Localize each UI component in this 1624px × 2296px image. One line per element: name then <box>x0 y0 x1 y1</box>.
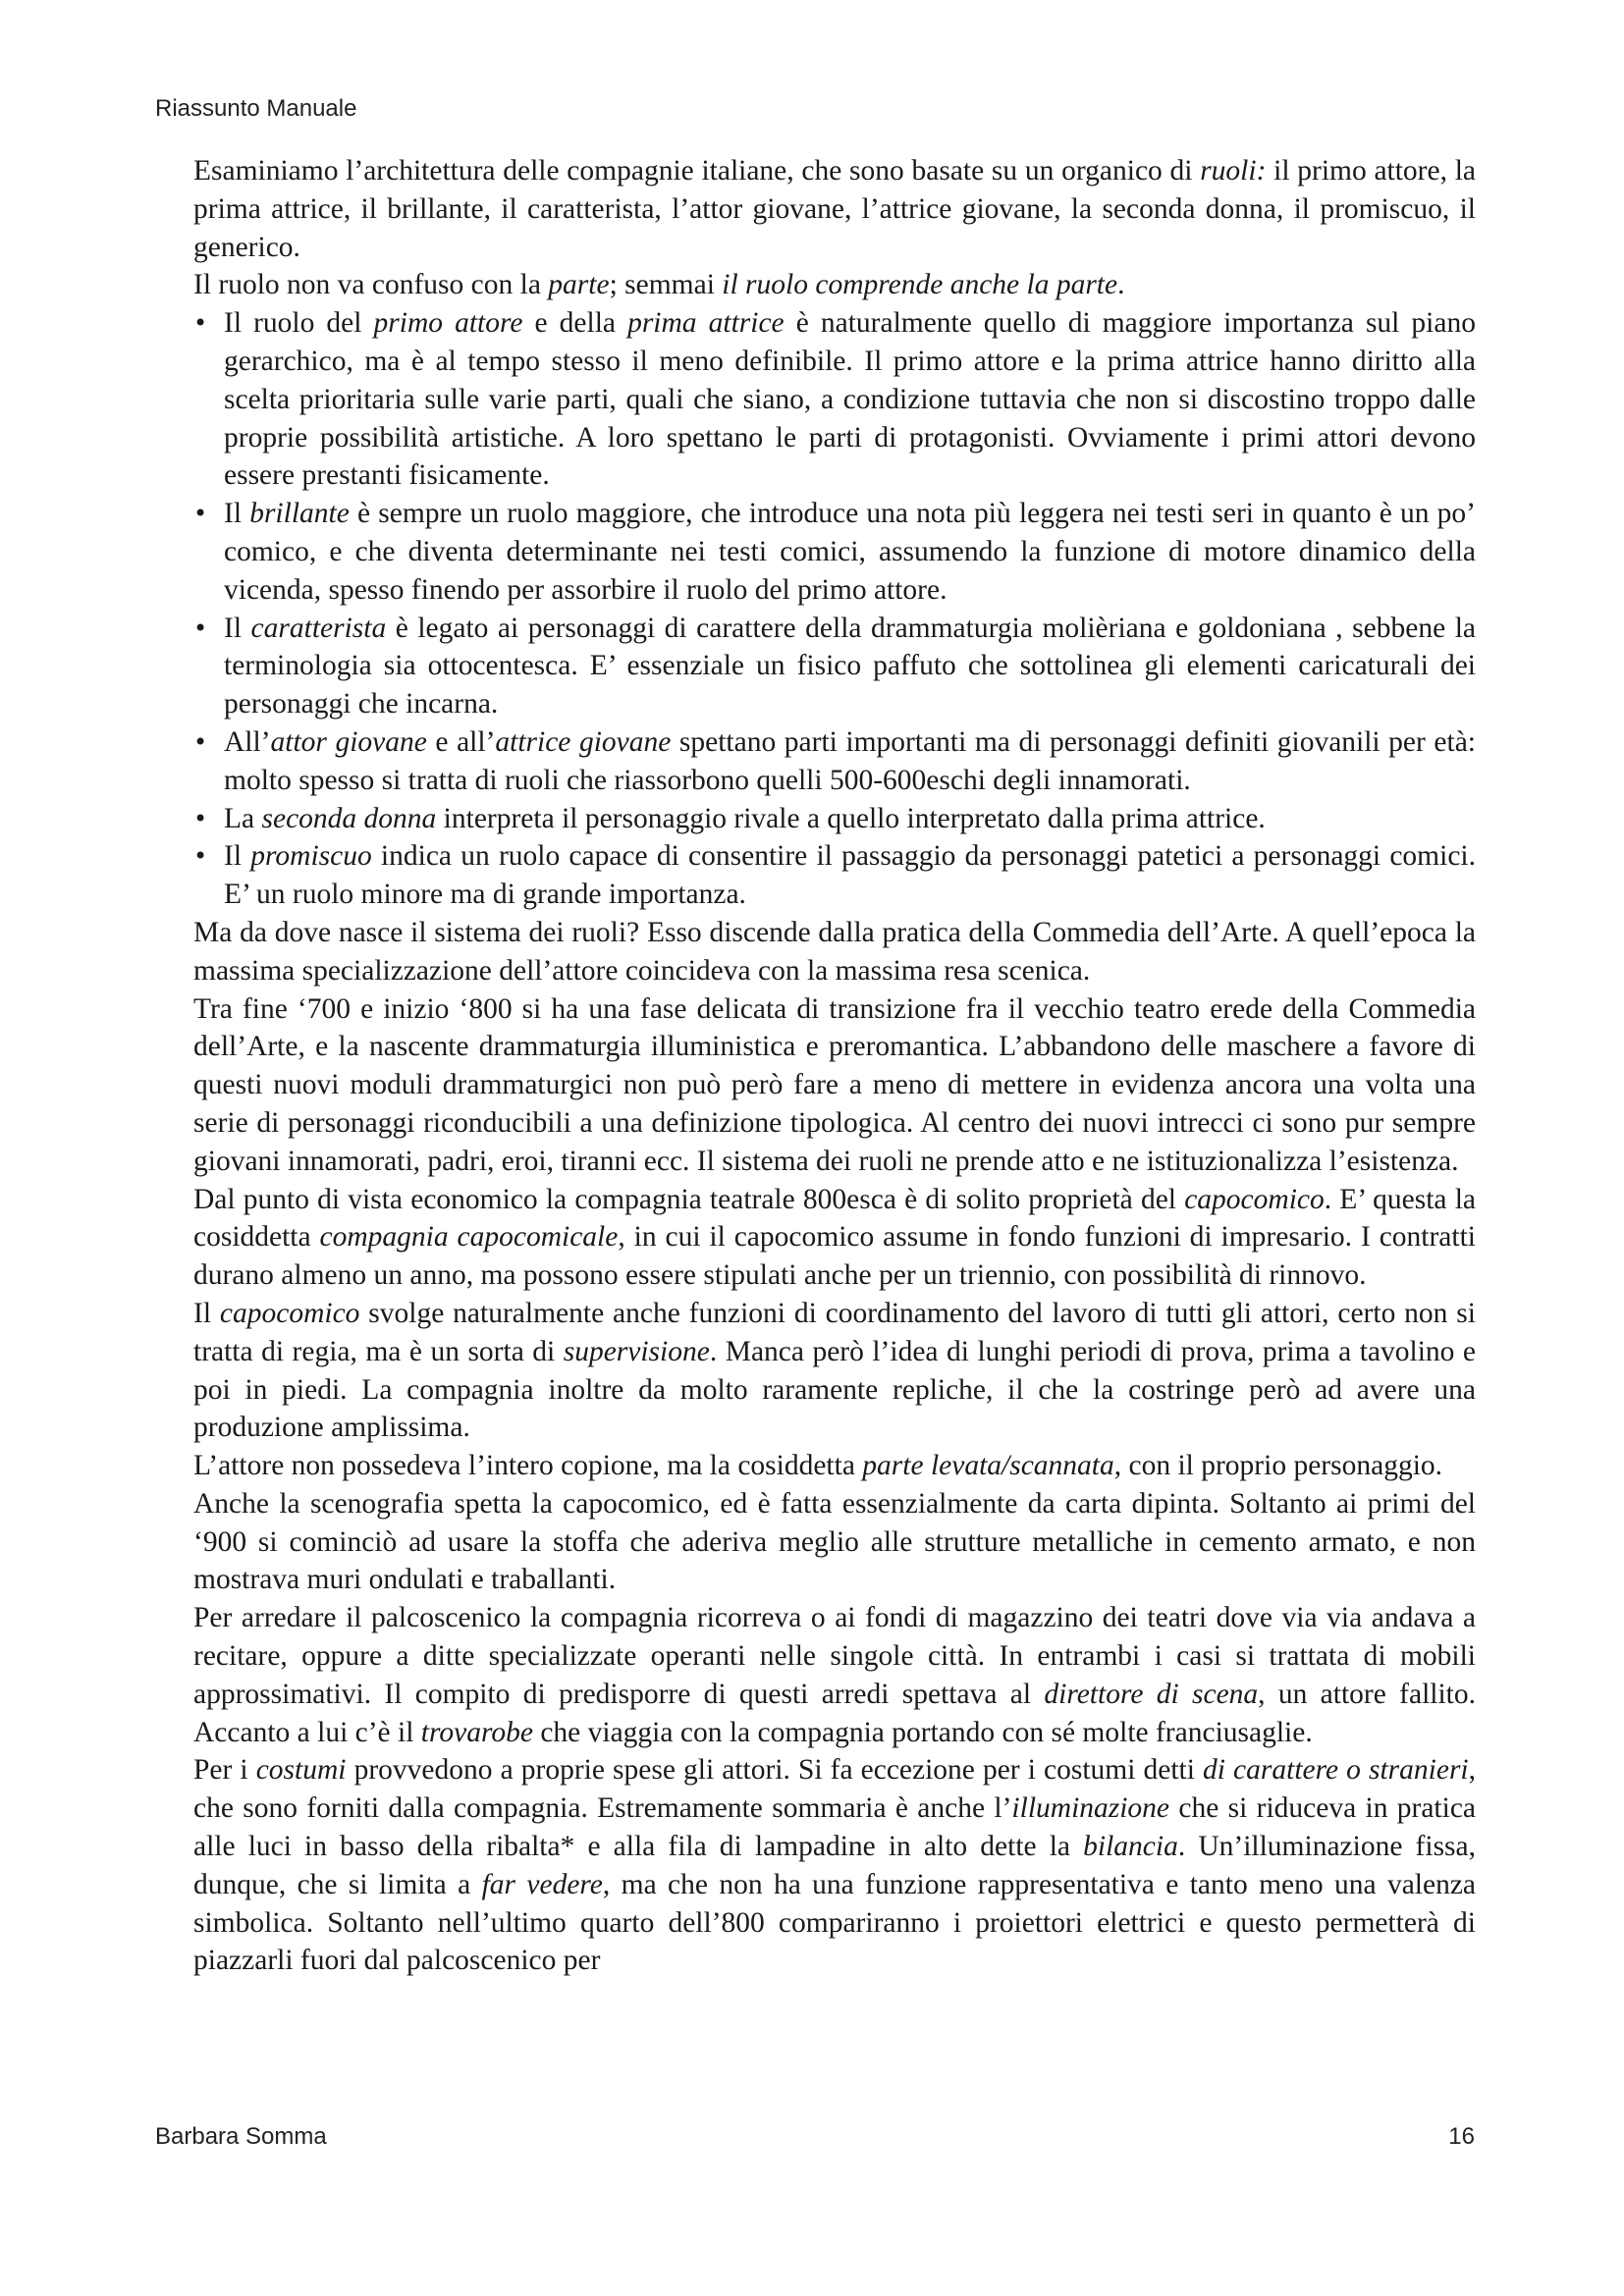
page-number: 16 <box>1448 2123 1475 2150</box>
running-header: Riassunto Manuale <box>155 95 357 122</box>
paragraph: Anche la scenografia spetta la capocomico, ed è fatta essenzialmente da carta dipinta. Soltanto ai primi del ‘900 si cominciò ad usare la stoffa che aderiva meglio alle strutture metalliche in cemento armato, e non mostrava muri ondulati e traballanti. <box>193 1487 1476 1596</box>
paragraph: Dal punto di vista economico la compagnia teatrale 800esca è di solito proprietà del capocomico. E’ questa la cosiddetta compagnia capocomicale, in cui il capocomico assume in fondo funzioni di impresario. I contratti durano almeno un anno, ma possono essere stipulati anche per un triennio, con possibilità di rinnovo. <box>193 1183 1476 1292</box>
roles-bullet-list <box>193 304 1476 914</box>
list-item: • All’attor giovane e all’attrice giovane spettano parti importanti ma di personaggi definiti giovanili per età: molto spesso si tratta di ruoli che riassorbono quelli 500-600eschi degli innamorati. <box>193 723 1476 800</box>
paragraph: L’attore non possedeva l’intero copione, ma la cosiddetta parte levata/scannata, con il proprio personaggio. <box>193 1450 1443 1482</box>
paragraph: Tra fine ‘700 e inizio ‘800 si ha una fase delicata di transizione fra il vecchio teatro erede della Commedia dell’Arte, e la nascente drammaturgia illuministica e preromantica. L’abbandono delle maschere a favore di questi nuovi moduli drammaturgici non può però fare a meno di mettere in evidenza ancora una volta una serie di personaggi riconducibili a una definizione tipologica. Al centro dei nuovi intrecci ci sono pur sempre giovani innamorati, padri, eroi, tiranni ecc. Il sistema dei ruoli ne prende atto e ne istituzionalizza l’esistenza. <box>193 992 1476 1177</box>
footer-author: Barbara Somma <box>155 2123 327 2150</box>
paragraph: Per arredare il palcoscenico la compagnia ricorreva o ai fondi di magazzino dei teatri dove via via andava a recitare, oppure a ditte specializzate operanti nelle singole città. In entrambi i casi si trattata di mobili approssimativi. Il compito di predisporre di questi arredi spettava al direttore di scena, un attore fallito. Accanto a lui c’è il trovarobe che viaggia con la compagnia portando con sé molte franciusaglie. <box>193 1602 1476 1748</box>
list-item: • Il ruolo del primo attore e della prima attrice è naturalmente quello di maggiore importanza sul piano gerarchico, ma è al tempo stesso il meno definibile. Il primo attore e la prima attrice hanno diritto alla scelta prioritaria sulle varie parti, quali che siano, a condizione tuttavia che non si discostino troppo dalle proprie possibilità artistiche. A loro spettano le parti di protagonisti. Ovviamente i primi attori devono essere prestanti fisicamente. <box>193 304 1476 495</box>
list-item: • Il brillante è sempre un ruolo maggiore, che introduce una nota più leggera nei testi seri in quanto è un po’ comico, e che diventa determinante nei testi comici, assumendo la funzione di motore dinamico della vicenda, spesso finendo per assorbire il ruolo del primo attore. <box>193 495 1476 609</box>
paragraph: Il capocomico svolge naturalmente anche funzioni di coordinamento del lavoro di tutti gli attori, certo non si tratta di regia, ma è un sorta di supervisione. Manca però l’idea di lunghi periodi di prova, prima a tavolino e poi in piedi. La compagnia inoltre da molto raramente repliche, il che la costringe però ad avere una produzione amplissima. <box>193 1297 1476 1444</box>
paragraph: Il ruolo non va confuso con la parte; semmai il ruolo comprende anche la parte. <box>193 269 1125 301</box>
paragraph: Ma da dove nasce il sistema dei ruoli? Esso discende dalla pratica della Commedia dell’Arte. A quell’epoca la massima specializzazione dell’attore coincideva con la massima resa scenica. <box>193 916 1476 987</box>
body-text <box>193 152 1476 1980</box>
list-item: • Il promiscuo indica un ruolo capace di consentire il passaggio da personaggi patetici a personaggi comici. E’ un ruolo minore ma di grande importanza. <box>193 837 1476 914</box>
list-item: • La seconda donna interpreta il personaggio rivale a quello interpretato dalla prima attrice. <box>193 800 1476 838</box>
paragraph: Esaminiamo l’architettura delle compagnie italiane, che sono basate su un organico di ruoli: il primo attore, la prima attrice, il brillante, il caratterista, l’attor giovane, l’attrice giovane, la seconda donna, il promiscuo, il generico. <box>193 155 1476 263</box>
paragraph: Per i costumi provvedono a proprie spese gli attori. Si fa eccezione per i costumi detti di carattere o stranieri, che sono forniti dalla compagnia. Estremamente sommaria è anche l’illuminazione che si riduceva in pratica alle luci in basso della ribalta* e alla fila di lampadine in alto dette la bilancia. Un’illuminazione fissa, dunque, che si limita a far vedere, ma che non ha una funzione rappresentativa e tanto meno una valenza simbolica. Soltanto nell’ultimo quarto dell’800 compariranno i proiettori elettrici e questo permetterà di piazzarli fuori dal palcoscenico per <box>193 1754 1477 1977</box>
list-item: • Il caratterista è legato ai personaggi di carattere della drammaturgia molièriana e goldoniana , sebbene la terminologia sia ottocentesca. E’ essenziale un fisico paffuto che sottolinea gli elementi caricaturali dei personaggi che incarna. <box>193 610 1476 723</box>
